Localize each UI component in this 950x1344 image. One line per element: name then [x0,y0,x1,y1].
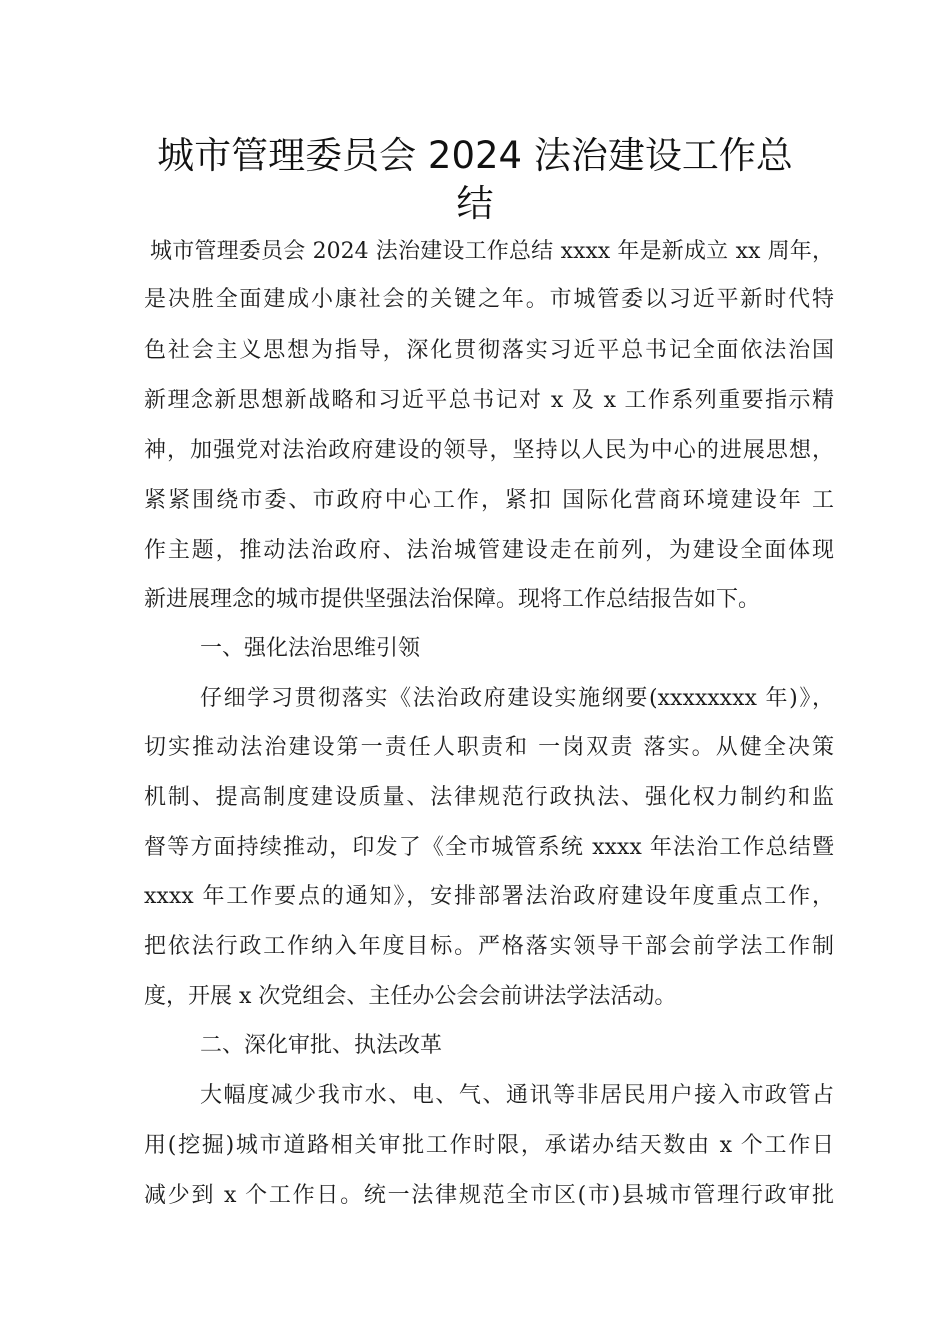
section-2-heading: 二、深化审批、执法改革 [200,1033,443,1058]
intro-line-1: 城市管理委员会 2024 法治建设工作总结 xxxx 年是新成立 xx 周年， [150,239,834,264]
document-title-line-1: 城市管理委员会 2024 法治建设工作总 [157,134,793,177]
section-1-line-3: 机制、提高制度建设质量、法律规范行政执法、强化权力制约和监 [144,785,834,810]
document-title-line-2: 结 [456,182,494,225]
section-1-line-4: 督等方面持续推动，印发了《全市城管系统 xxxx 年法治工作总结暨 [144,835,834,860]
intro-line-3: 色社会主义思想为指导，深化贯彻落实习近平总书记全面依法治国 [144,338,834,363]
section-2-line-1: 大幅度减少我市水、电、气、通讯等非居民用户接入市政管占 [200,1083,834,1108]
section-1-line-5: xxxx 年工作要点的通知》，安排部署法治政府建设年度重点工作， [144,884,834,909]
section-1-line-2: 切实推动法治建设第一责任人职责和 一岗双责 落实。从健全决策 [144,735,834,760]
intro-line-6: 紧紧围绕市委、市政府中心工作，紧扣 国际化营商环境建设年 工 [144,488,834,513]
section-1-line-7: 度，开展 x 次党组会、主任办公会会前讲法学法活动。 [144,984,677,1009]
section-1-heading: 一、强化法治思维引领 [200,636,421,661]
intro-line-8: 新进展理念的城市提供坚强法治保障。现将工作总结报告如下。 [144,587,761,612]
intro-line-2: 是决胜全面建成小康社会的关键之年。市城管委以习近平新时代特 [144,287,834,312]
intro-line-7: 作主题，推动法治政府、法治城管建设走在前列，为建设全面体现 [144,538,834,563]
section-2-line-2: 用(挖掘)城市道路相关审批工作时限，承诺办结天数由 x 个工作日 [144,1133,834,1158]
section-1-line-1: 仔细学习贯彻落实《法治政府建设实施纲要(xxxxxxxx 年)》， [200,686,834,711]
section-1-line-6: 把依法行政工作纳入年度目标。严格落实领导干部会前学法工作制 [144,934,834,959]
section-2-line-3: 减少到 x 个工作日。统一法律规范全市区(市)县城市管理行政审批 [144,1183,834,1208]
intro-line-4: 新理念新思想新战略和习近平总书记对 x 及 x 工作系列重要指示精 [144,388,834,413]
intro-line-5: 神，加强党对法治政府建设的领导，坚持以人民为中心的进展思想， [144,438,834,463]
